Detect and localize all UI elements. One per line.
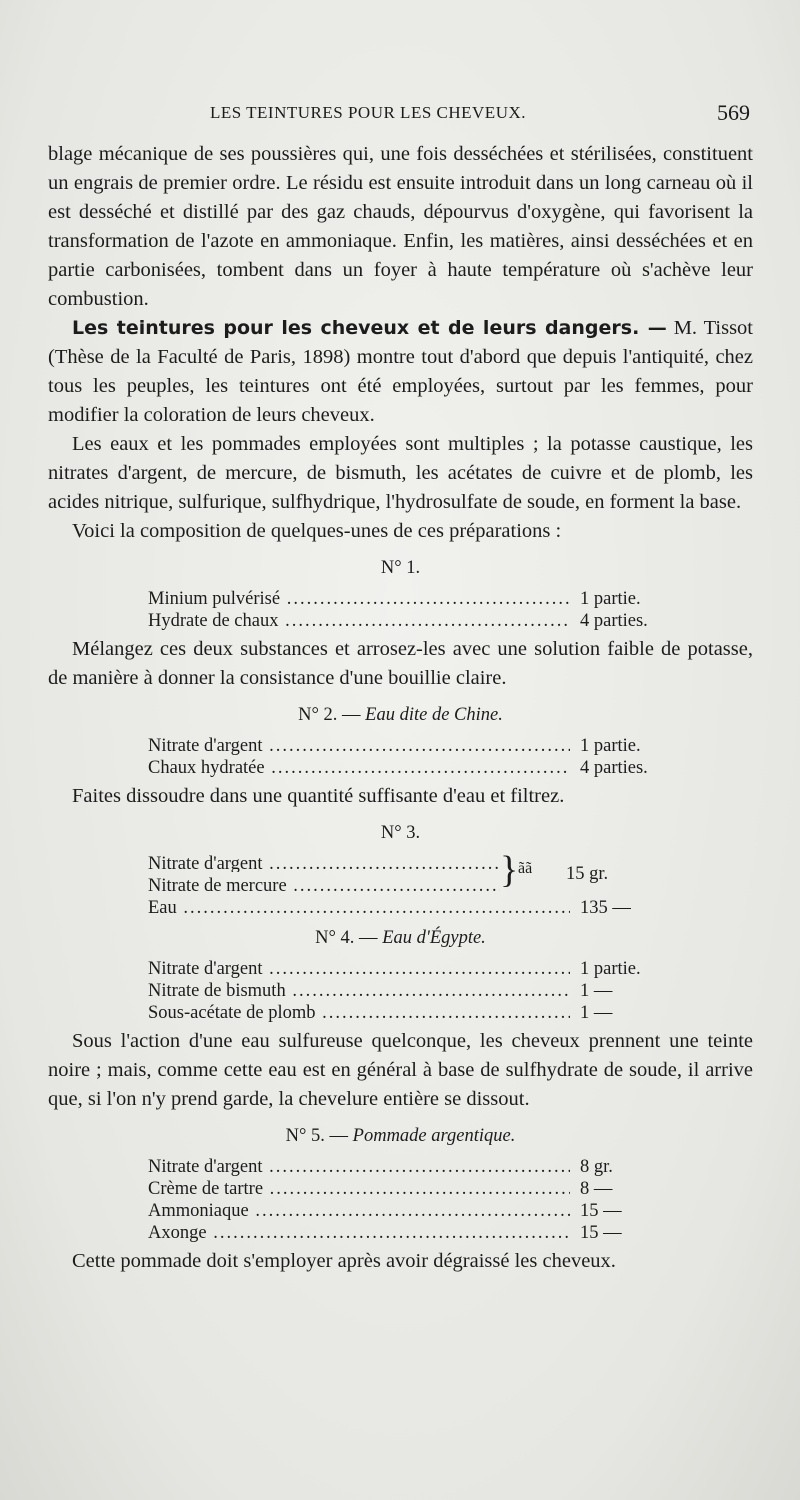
paragraph-4: Mélangez ces deux substances et arrosez-les avec une solution faible de potasse, de manière à donner la consistance d'une bouillie claire.	[48, 638, 753, 689]
recipe-4-title	[48, 924, 753, 953]
recipe-row	[48, 1153, 753, 1175]
body-text	[48, 140, 753, 1276]
ingredient-name: Nitrate d'argent .....	[148, 732, 570, 761]
ingredient-name: Nitrate d'argent .....	[148, 1153, 570, 1182]
recipe-2-name: Eau dite de Chine.	[365, 705, 503, 725]
ingredient-name: Chaux hydratée .....	[148, 754, 570, 783]
ingredient-amount: 1 —	[580, 981, 613, 1001]
recipe-row	[48, 585, 753, 607]
ingredient-name: Hydrate de chaux .....	[148, 607, 570, 636]
ingredient-name: Minium pulvérisé .....	[148, 585, 570, 614]
recipe-row	[48, 754, 753, 776]
paragraph-3: Voici la composition de quelques-unes de ces préparations :	[72, 520, 562, 542]
ingredient-name: Eau .....	[148, 894, 570, 923]
ingredient-name: Crème de tartre .....	[148, 1175, 570, 1204]
section-text: M. Tissot (Thèse de la Faculté de Paris, 1898) montre tout d'abord que depuis l'antiquité, chez tous les peuples, les teintures ont été employées, surtout par les femmes, pour modifier la coloration de leurs cheveux.	[48, 317, 754, 426]
paragraph-1: blage mécanique de ses poussières qui, une fois desséchées et stérilisées, constituent un engrais de premier ordre. Le résidu est ensuite introduit dans un long carneau où il est desséché et distillé par des gaz chauds, dépourvus d'oxygène, qui favorisent la transformation de l'azote en ammoniaque. Enfin, les matières, ainsi desséchées et en partie carbonisées, tombent dans un foyer à haute température où s'achève leur combustion.	[48, 143, 753, 310]
recipe-4-name: Eau d'Égypte.	[382, 928, 486, 948]
ingredient-amount: 1 partie.	[580, 959, 641, 979]
paragraph-7: Cette pommade doit s'employer après avoir dégraissé les cheveux.	[72, 1250, 616, 1272]
recipe-5-name: Pommade argentique.	[352, 1126, 516, 1146]
ingredient-name: Sous-acétate de plomb .....	[148, 999, 570, 1028]
ingredient-name: Nitrate de mercure .....	[148, 872, 500, 894]
ingredient-amount: 4 parties.	[580, 611, 648, 631]
ingredient-amount: 1 partie.	[580, 589, 641, 609]
recipe-1	[48, 554, 753, 629]
ingredient-name: Ammoniaque .....	[148, 1197, 570, 1226]
recipe-5-title	[48, 1122, 753, 1151]
recipe-2-title	[48, 701, 753, 730]
ingredient-amount: 135 —	[580, 898, 631, 918]
ingredient-amount: 15 —	[580, 1223, 622, 1243]
recipe-row	[48, 955, 753, 977]
brace-mark: }	[500, 849, 519, 891]
recipe-4-number: N° 4. —	[315, 928, 378, 948]
recipe-row	[48, 732, 753, 754]
recipe-row	[48, 977, 753, 999]
paragraph-2: Les eaux et les pommades employées sont multiples ; la potasse caustique, les nitrates d'argent, de mercure, de bismuth, les acétates de cuivre et de plomb, les acides nitrique, sulfurique, sulfhydrique, l'hydrosulfate de soude, en forment la base.	[48, 433, 753, 513]
recipe-5	[48, 1122, 753, 1241]
ingredient-amount: 4 parties.	[580, 758, 648, 778]
ingredient-name: Nitrate d'argent .....	[148, 850, 500, 872]
section-title: Les teintures pour les cheveux et de leurs dangers. —	[72, 317, 667, 339]
recipe-2	[48, 701, 753, 776]
ingredient-amount: 15 gr.	[566, 864, 609, 884]
running-title: LES TEINTURES POUR LES CHEVEUX.	[210, 103, 526, 122]
recipe-row	[48, 999, 753, 1021]
recipe-1-number: N° 1.	[380, 558, 421, 578]
recipe-3	[48, 819, 753, 916]
recipe-row	[48, 1197, 753, 1219]
recipe-row	[48, 1219, 753, 1241]
paragraph-5: Faites dissoudre dans une quantité suffisante d'eau et filtrez.	[72, 785, 565, 807]
ingredient-name: Axonge .....	[148, 1219, 570, 1248]
recipe-row	[48, 1175, 753, 1197]
ingredient-name: Nitrate d'argent .....	[148, 955, 570, 984]
page-number: 569	[717, 100, 750, 125]
ingredient-name: Nitrate de bismuth .....	[148, 977, 570, 1006]
recipe-4	[48, 924, 753, 1021]
recipe-row	[48, 894, 753, 916]
ana-mark: ãã	[518, 860, 533, 877]
recipe-3-number: N° 3.	[380, 823, 421, 843]
recipe-row	[48, 607, 753, 629]
ingredient-amount: 1 —	[580, 1003, 613, 1023]
section-paragraph	[48, 314, 753, 430]
ingredient-amount: 15 —	[580, 1201, 622, 1221]
ingredient-amount: 8 gr.	[580, 1157, 613, 1177]
ingredient-amount: 1 partie.	[580, 736, 641, 756]
paragraph-6: Sous l'action d'une eau sulfureuse quelconque, les cheveux prennent une teinte noire ; mais, comme cette eau est en général à base de sulfhydrate de soude, il arrive que, si l'on n'y prend garde, la chevelure entière se dissout.	[48, 1030, 753, 1110]
recipe-5-number: N° 5. —	[285, 1126, 349, 1146]
ingredient-amount: 8 —	[580, 1179, 613, 1199]
bracketed-ingredients	[148, 850, 753, 894]
recipe-2-number: N° 2. —	[298, 705, 361, 725]
